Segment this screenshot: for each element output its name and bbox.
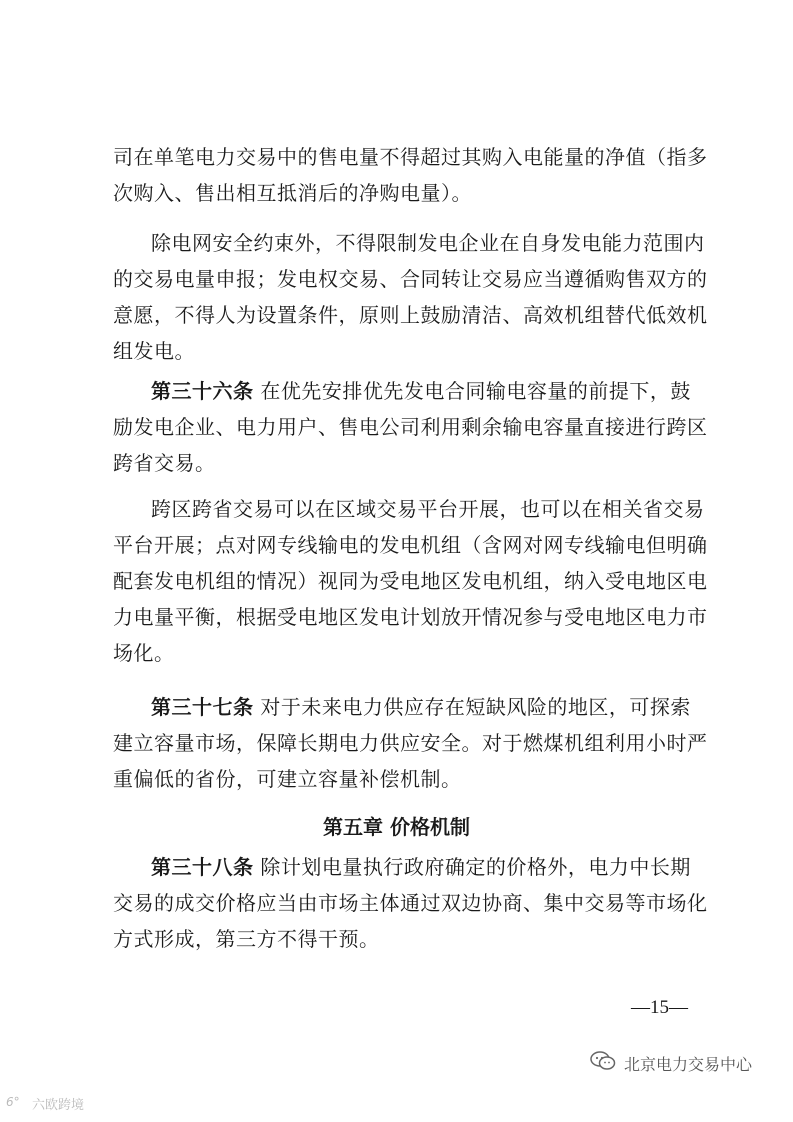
paragraph-line: 方式形成，第三方不得干预。: [113, 927, 380, 951]
paragraph-line: 交易的成交价格应当由市场主体通过双边协商、集中交易等市场化: [113, 891, 708, 915]
article-37-line: [151, 693, 691, 721]
paragraph-line: 重偏低的省份，可建立容量补偿机制。: [113, 767, 462, 791]
chapter-heading: 第五章 价格机制: [323, 815, 470, 839]
watermark-logo: [6, 1092, 84, 1114]
paragraph-line: 跨省交易。: [113, 451, 216, 475]
article-number: 第三十七条: [151, 695, 254, 719]
paragraph-line: 司在单笔电力交易中的售电量不得超过其购入电能量的净值（指多: [113, 145, 708, 169]
paragraph-line: 力电量平衡，根据受电地区发电计划放开情况参与受电地区电力市: [113, 605, 708, 629]
paragraph-line: 跨区跨省交易可以在区域交易平台开展，也可以在相关省交易: [151, 497, 705, 521]
watermark-text: 六欧跨境: [32, 1097, 85, 1113]
article-text: 除计划电量执行政府确定的价格外，电力中长期: [260, 855, 691, 879]
paragraph-line: 建立容量市场，保障长期电力供应安全。对于燃煤机组利用小时严: [113, 731, 708, 755]
watermark-text: 北京电力交易中心: [624, 1054, 753, 1074]
paragraph-line: 励发电企业、电力用户、售电公司利用剩余输电容量直接进行跨区: [113, 415, 708, 439]
watermark-wechat: [590, 1048, 752, 1078]
paragraph-line: 组发电。: [113, 339, 195, 363]
paragraph-line: 场化。: [113, 641, 175, 665]
page-number: —15—: [631, 997, 688, 1018]
paragraph-line: 的交易电量申报；发电权交易、合同转让交易应当遵循购售双方的: [113, 267, 708, 291]
wechat-icon: [590, 1050, 616, 1076]
article-36-line: [151, 377, 691, 405]
article-number: 第三十八条: [151, 855, 254, 879]
paragraph-line: 平台开展；点对网专线输电的发电机组（含网对网专线输电但明确: [113, 533, 708, 557]
svg-text:6°: 6°: [6, 1095, 20, 1109]
logo-icon: [6, 1093, 28, 1113]
paragraph-line: 意愿，不得人为设置条件，原则上鼓励清洁、高效机组替代低效机: [113, 303, 708, 327]
article-text: 对于未来电力供应存在短缺风险的地区，可探索: [260, 695, 691, 719]
paragraph-line: 配套发电机组的情况）视同为受电地区发电机组，纳入受电地区电: [113, 569, 708, 593]
article-text: 在优先安排优先发电合同输电容量的前提下，鼓: [260, 379, 691, 403]
paragraph-line: 次购入、售出相互抵消后的净购电量）。: [113, 181, 472, 205]
article-number: 第三十六条: [151, 379, 254, 403]
article-38-line: [151, 853, 691, 881]
paragraph-line: 除电网安全约束外，不得限制发电企业在自身发电能力范围内: [151, 231, 705, 255]
